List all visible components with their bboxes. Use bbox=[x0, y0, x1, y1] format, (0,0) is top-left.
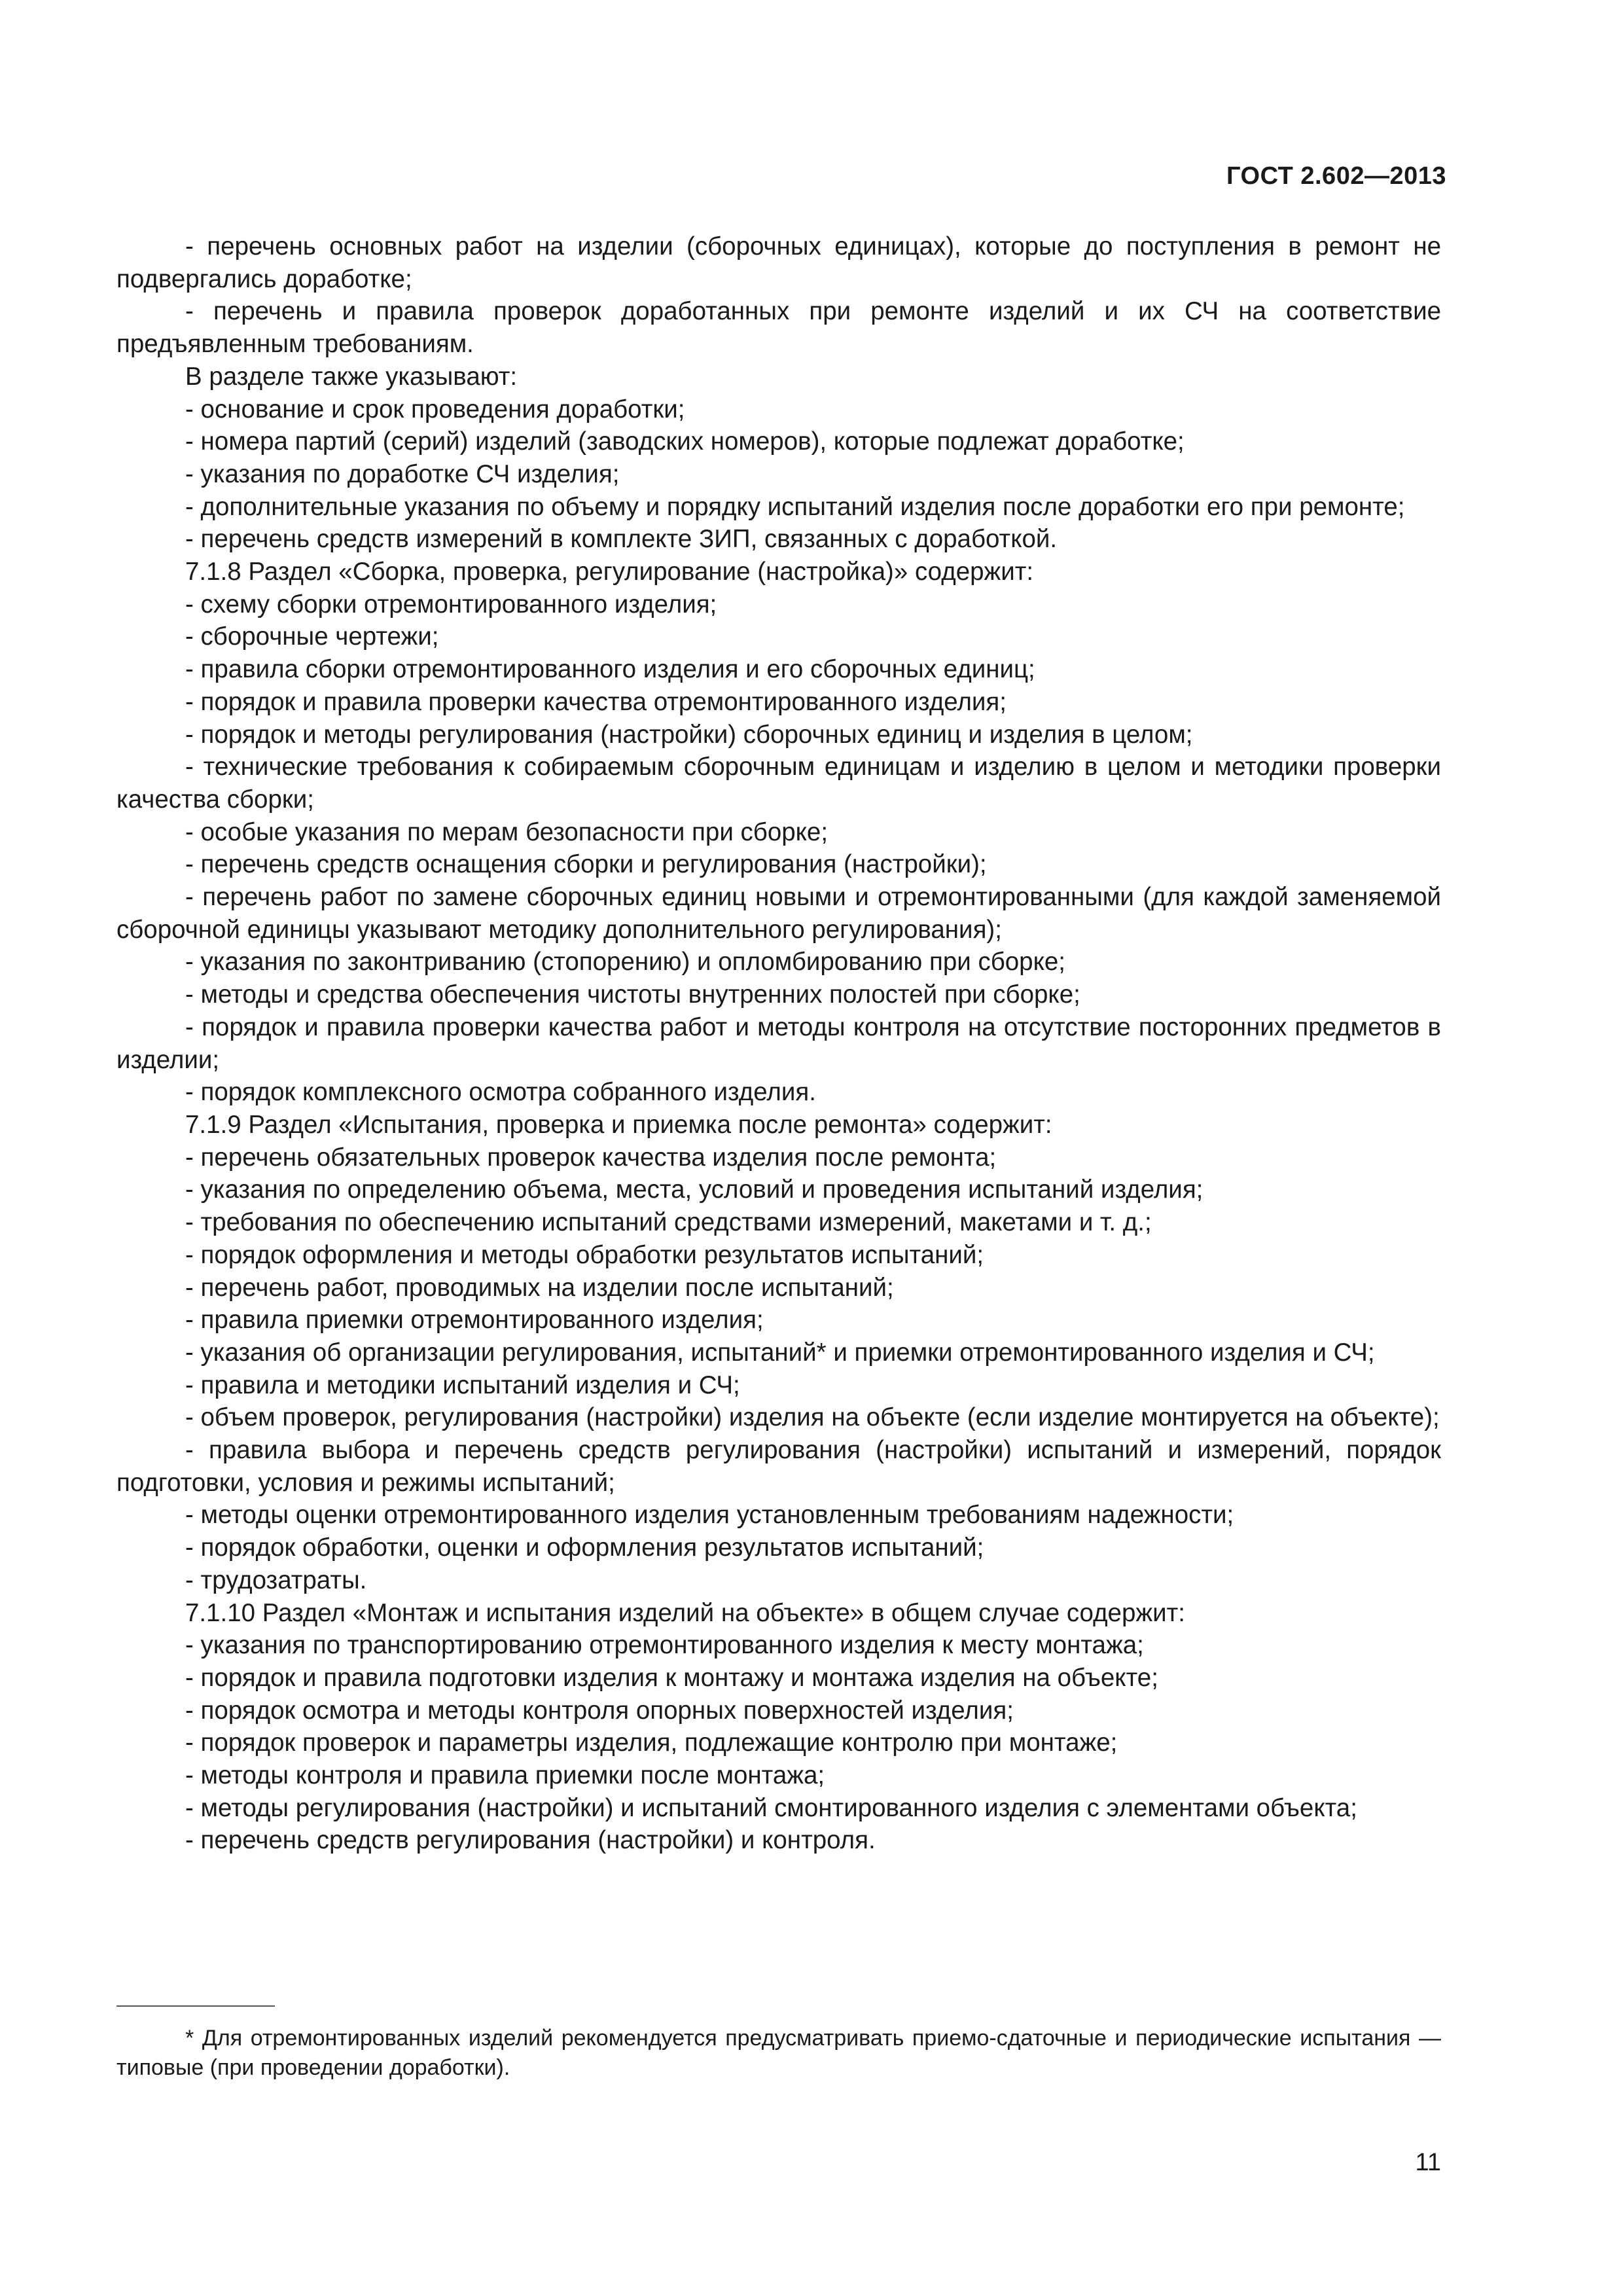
paragraph: - указания по определению объема, места, условий и проведения испытаний изделия; bbox=[185, 1175, 1204, 1204]
paragraph: - порядок и правила проверки качества отремонтированного изделия; bbox=[185, 687, 1007, 716]
paragraph: - перечень основных работ на изделии (сборочных единицах), которые до поступления в ремонт не подвергались доработке; bbox=[116, 232, 1441, 293]
paragraph: - схему сборки отремонтированного изделия; bbox=[185, 590, 717, 619]
section-heading-7-1-9: 7.1.9 Раздел «Испытания, проверка и приемка после ремонта» содержит: bbox=[185, 1110, 1052, 1139]
paragraph: - порядок проверок и параметры изделия, подлежащие контролю при монтаже; bbox=[185, 1729, 1118, 1757]
document-body bbox=[116, 230, 1441, 1857]
paragraph: - особые указания по мерам безопасности при сборке; bbox=[185, 817, 829, 846]
footnote-text: * Для отремонтированных изделий рекомендуется предусматривать приемо-сдаточные и периодические испытания — типовые (при проведении доработки). bbox=[116, 2026, 1441, 2080]
paragraph: - правила приемки отремонтированного изделия; bbox=[185, 1306, 764, 1335]
paragraph: - номера партий (серий) изделий (заводских номеров), которые подлежат доработке; bbox=[185, 427, 1185, 456]
paragraph: - основание и срок проведения доработки; bbox=[185, 395, 685, 423]
paragraph: - сборочные чертежи; bbox=[185, 622, 439, 651]
paragraph: - правила выбора и перечень средств регулирования (настройки) испытаний и измерений, порядок подготовки, условия и режимы испытаний; bbox=[116, 1436, 1441, 1497]
paragraph: - методы регулирования (настройки) и испытаний смонтированного изделия с элементами объекта; bbox=[185, 1793, 1357, 1822]
paragraph: - правила сборки отремонтированного изделия и его сборочных единиц; bbox=[185, 655, 1035, 684]
paragraph: - порядок оформления и методы обработки результатов испытаний; bbox=[185, 1240, 984, 1269]
paragraph: - порядок и правила проверки качества работ и методы контроля на отсутствие посторонних предметов в изделии; bbox=[116, 1013, 1441, 1074]
paragraph: - указания по транспортированию отремонтированного изделия к месту монтажа; bbox=[185, 1631, 1144, 1660]
paragraph: - перечень работ, проводимых на изделии после испытаний; bbox=[185, 1273, 894, 1302]
paragraph: - объем проверок, регулирования (настройки) изделия на объекте (если изделие монтируется на объекте); bbox=[185, 1403, 1440, 1432]
paragraph: - трудозатраты. bbox=[185, 1566, 367, 1594]
paragraph: - порядок комплексного осмотра собранного изделия. bbox=[185, 1078, 816, 1107]
paragraph: - перечень обязательных проверок качества изделия после ремонта; bbox=[185, 1143, 997, 1172]
paragraph: - перечень средств регулирования (настройки) и контроля. bbox=[185, 1826, 876, 1855]
paragraph: - технические требования к собираемым сборочным единицам и изделию в целом и методики проверки качества сборки; bbox=[116, 753, 1441, 814]
paragraph: - порядок и правила подготовки изделия к монтажу и монтажа изделия на объекте; bbox=[185, 1663, 1158, 1692]
paragraph: - методы и средства обеспечения чистоты внутренних полостей при сборке; bbox=[185, 980, 1080, 1009]
paragraph: - порядок осмотра и методы контроля опорных поверхностей изделия; bbox=[185, 1696, 1014, 1725]
document-code-header: ГОСТ 2.602—2013 bbox=[1226, 162, 1446, 190]
paragraph: В разделе также указывают: bbox=[185, 362, 518, 391]
section-heading-7-1-10: 7.1.10 Раздел «Монтаж и испытания изделий на объекте» в общем случае содержит: bbox=[185, 1598, 1185, 1627]
paragraph: - указания по законтриванию (стопорению) и опломбированию при сборке; bbox=[185, 948, 1065, 977]
paragraph: - методы оценки отремонтированного изделия установленным требованиям надежности; bbox=[185, 1501, 1234, 1530]
paragraph: - перечень работ по замене сборочных единиц новыми и отремонтированными (для каждой заменяемой сборочной единицы указывают методику дополнительного регулирования); bbox=[116, 883, 1441, 944]
paragraph: - дополнительные указания по объему и порядку испытаний изделия после доработки его при ремонте; bbox=[185, 492, 1405, 521]
paragraph: - перечень средств измерений в комплекте ЗИП, связанных с доработкой. bbox=[185, 525, 1058, 554]
footnote-divider bbox=[116, 2005, 275, 2007]
paragraph: - порядок и методы регулирования (настройки) сборочных единиц и изделия в целом; bbox=[185, 720, 1193, 749]
paragraph: - порядок обработки, оценки и оформления результатов испытаний; bbox=[185, 1534, 984, 1562]
section-heading-7-1-8: 7.1.8 Раздел «Сборка, проверка, регулирование (настройка)» содержит: bbox=[185, 558, 1034, 586]
paragraph: - методы контроля и правила приемки после монтажа; bbox=[185, 1761, 825, 1790]
paragraph: - указания по доработке СЧ изделия; bbox=[185, 459, 620, 488]
page-number: 11 bbox=[1415, 2149, 1441, 2176]
paragraph: - правила и методики испытаний изделия и СЧ; bbox=[185, 1371, 740, 1399]
paragraph: - перечень и правила проверок доработанных при ремонте изделий и их СЧ на соответствие предъявленным требованиям. bbox=[116, 297, 1441, 359]
footnote bbox=[116, 2024, 1441, 2083]
paragraph: - перечень средств оснащения сборки и регулирования (настройки); bbox=[185, 850, 987, 879]
paragraph: - указания об организации регулирования, испытаний* и приемки отремонтированного изделия и СЧ; bbox=[185, 1338, 1375, 1367]
paragraph: - требования по обеспечению испытаний средствами измерений, макетами и т. д.; bbox=[185, 1208, 1152, 1237]
